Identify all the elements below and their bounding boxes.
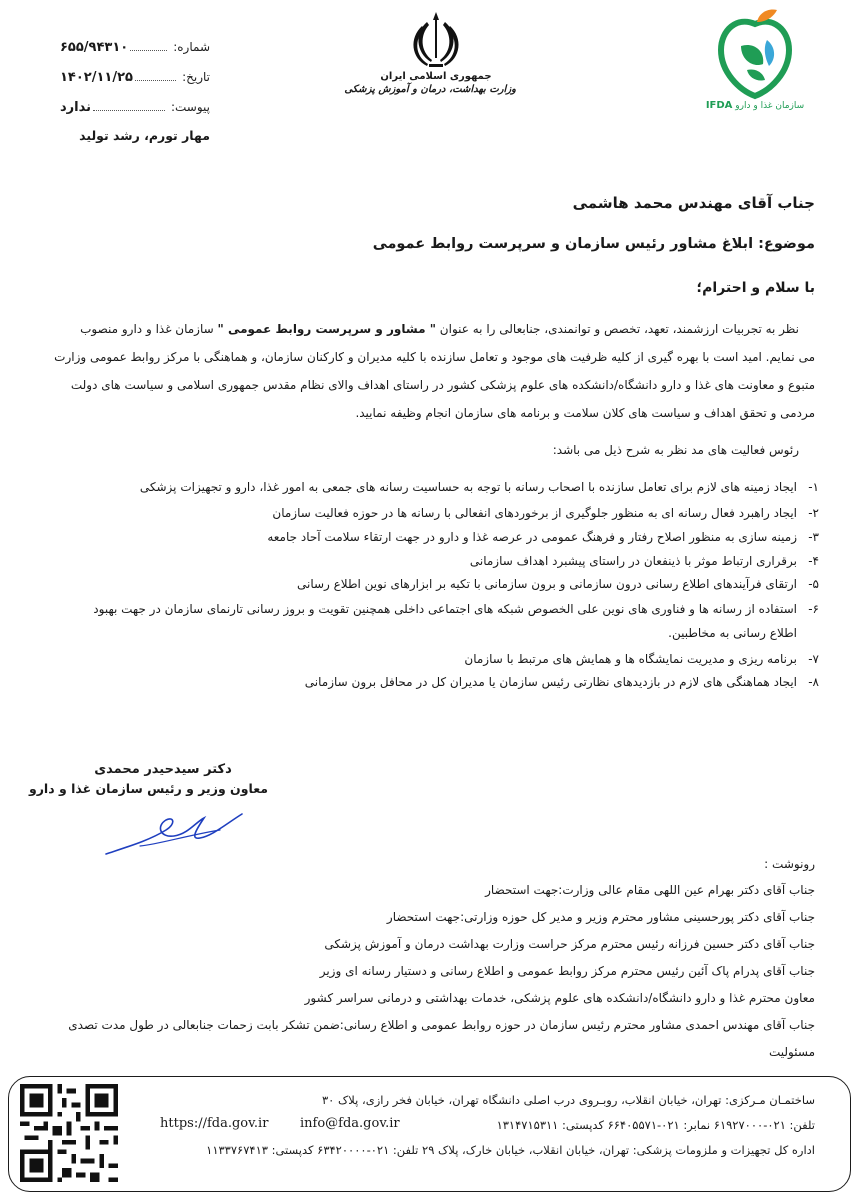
letter-date-row — [60, 70, 210, 85]
paragraph-text: نظر به تجربیات ارزشمند، تعهد، تخصص و توانمندی، جنابعالی را به عنوان — [435, 322, 799, 336]
central-building-contact: تلفن: ۰۲۱-۶۱۹۲۷۰۰۰ نمابر: ۰۲۱-۶۶۴۰۵۵۷۱ کدپستی: ۱۳۱۴۷۱۵۳۱۱ — [496, 1118, 815, 1132]
duty-text: برقراری ارتباط موثر با ذینفعان در راستای پیشبرد اهداف سازمانی — [469, 554, 797, 568]
cc-line: جناب آقای دکتر بهرام عین اللهی مقام عالی وزارت:جهت استحضار — [485, 883, 815, 897]
duty-item-continued — [668, 626, 797, 640]
body-paragraph-line: مردمی و تحقق اهداف و سیاست های کلان سلامت و برنامه های سازمان انجام وظیفه نمایید. — [355, 406, 815, 420]
duties-intro: رئوس فعالیت های مد نظر به شرح ذیل می باشد: — [552, 443, 799, 457]
email-link[interactable]: info@fda.gov.ir — [300, 1116, 400, 1131]
cc-title: رونوشت : — [764, 857, 815, 871]
central-building-address: ساختمـان مـرکزی: تهران، خیابان انقلاب، روبـروی درب اصلی دانشگاه تهران، خیابان فخر رازی، پلاک ۳۰ — [322, 1093, 815, 1107]
ifda-logo-icon — [707, 6, 803, 102]
body-paragraph-line: متبوع و معاونت های غذا و دارو دانشگاه/دانشکده های علوم پزشکی کشور در راستای اهداف والای نظام مقدس جمهوری اسلامی و سیاست های دولت — [70, 378, 815, 392]
ministry-name: وزارت بهداشت، درمان و آموزش پزشکی — [344, 84, 516, 95]
duty-number: ۸- — [808, 675, 819, 689]
subject: موضوع: ابلاغ مشاور رئیس سازمان و سرپرست روابط عمومی — [372, 236, 815, 252]
duty-text: استفاده از رسانه ها و فناوری های نوین علی الخصوص شبکه های اجتماعی داخلی همچنین تقویت و بروز رسانی تارنمای سازمان در جهت بهبود — [93, 602, 797, 616]
cc-line: جناب آقای مهندس احمدی مشاور محترم رئیس سازمان در حوزه روابط عمومی و اطلاع رسانی:ضمن تشکر بابت زحمات جنابعالی در طول مدت تصدی — [68, 1018, 815, 1032]
duty-item — [267, 530, 819, 544]
number-label: شماره: — [173, 40, 210, 54]
attachment-value: ندارد — [60, 100, 92, 115]
paragraph-text: سازمان غذا و دارو منصوب — [80, 322, 218, 336]
greeting: با سلام و احترام؛ — [696, 280, 815, 296]
signer-title: معاون وزیر و رئیس سازمان غذا و دارو — [28, 781, 268, 796]
attachment-label: پیوست: — [170, 100, 210, 114]
letter-number-row — [60, 40, 210, 55]
cc-line: جناب آقای دکتر پورحسینی مشاور محترم وزیر و مدیر کل حوزه وزارتی:جهت استحضار — [386, 910, 815, 924]
cc-line: معاون محترم غذا و دارو دانشگاه/دانشکده های علوم پزشکی، خدمات بهداشتی و درمانی سراسر کشور — [304, 991, 815, 1005]
duty-item — [297, 577, 819, 591]
signature-block — [28, 762, 268, 796]
devices-office-address: اداره کل تجهیزات و ملزومات پزشکی: تهران، خیابان انقلاب، خیابان خارک، پلاک ۲۹ تلفن: ۰۲۱-۶۳۴۲۰۰۰۰ کدپستی: ۱۱۳۳۷۶۷۴۱۳ — [206, 1143, 815, 1157]
duty-item — [464, 652, 819, 666]
ifda-logo — [690, 6, 820, 111]
duty-text: ایجاد هماهنگی های لازم در بازدیدهای نظارتی رئیس سازمان یا مدیران کل در محافل برون سازمانی — [304, 675, 797, 689]
signer-name: دکتر سیدحیدر محمدی — [94, 762, 232, 777]
duty-text: ایجاد راهبرد فعال رسانه ای به منظور جلوگیری از برخوردهای انفعالی با رسانه ها در حوزه فعالیت سازمان — [272, 506, 797, 520]
year-slogan: مهار تورم، رشد تولید — [79, 128, 210, 143]
cc-line: جناب آقای دکتر حسین فرزانه رئیس محترم مرکز حراست وزارت بهداشت درمان و آموزش پزشکی — [324, 937, 815, 951]
website-link[interactable]: https://fda.gov.ir — [160, 1116, 269, 1131]
duty-item — [140, 480, 819, 494]
duty-text: برنامه ریزی و مدیریت نمایشگاه ها و همایش های مرتبط با سازمان — [464, 652, 797, 666]
body-paragraph-line — [24, 322, 799, 336]
duty-item — [272, 506, 819, 520]
duty-number: ۷- — [808, 652, 819, 666]
duty-item — [305, 675, 819, 689]
date-label: تاریخ: — [182, 70, 210, 84]
duty-number: ۳- — [808, 530, 819, 544]
duty-number: ۶- — [808, 602, 819, 616]
duty-number: ۴- — [808, 554, 819, 568]
handwritten-signature — [100, 800, 250, 862]
number-value: ۶۵۵/۹۴۳۱۰ — [60, 40, 129, 55]
iran-emblem-icon — [405, 8, 467, 70]
qr-code-icon — [20, 1084, 118, 1182]
duty-text: اطلاع رسانی به مخاطبین. — [668, 626, 797, 640]
duty-number: ۱- — [808, 480, 819, 494]
letter-attachment-row — [60, 100, 210, 115]
logo-org-name: سازمان غذا و دارو — [735, 101, 805, 111]
letterhead-emblem — [344, 8, 516, 96]
duty-text: ارتقای فرآیندهای اطلاع رسانی درون سازمانی و برون سازمانی با تکیه بر ابزارهای نوین اطلاع رسانی — [296, 577, 797, 591]
government-name: جمهوری اسلامی ایران — [380, 71, 492, 82]
duty-item — [93, 602, 819, 616]
body-paragraph-line: می نمایم. امید است با بهره گیری از کلیه ظرفیت های موجود و تعامل سازنده با کلیه مدیران و کارکنان سازمان، و هماهنگی با مرکز روابط عمومی وزارت — [54, 350, 815, 364]
cc-line: مسئولیت — [768, 1045, 815, 1059]
date-value: ۱۴۰۲/۱۱/۲۵ — [60, 70, 133, 85]
cc-line: جناب آقای پدرام پاک آئین رئیس محترم مرکز روابط عمومی و اطلاع رسانی و دستیار رسانه ای وزیر — [319, 964, 815, 978]
duty-text: زمینه سازی به منظور اصلاح رفتار و فرهنگ عمومی در عرصه غذا و دارو در جهت ارتقاء سلامت آحاد جامعه — [267, 530, 797, 544]
recipient: جناب آقای مهندس محمد هاشمی — [572, 194, 815, 212]
logo-abbreviation: IFDA — [705, 100, 733, 111]
duty-number: ۵- — [808, 577, 819, 591]
appointment-title: " مشاور و سرپرست روابط عمومی " — [217, 322, 436, 336]
duty-text: ایجاد زمینه های لازم برای تعامل سازنده با اصحاب رسانه با توجه به حساسیت رسانه های جمعی به امور غذا، دارو و تجهیزات پزشکی — [139, 480, 797, 494]
duty-number: ۲- — [808, 506, 819, 520]
duty-item — [470, 554, 819, 568]
